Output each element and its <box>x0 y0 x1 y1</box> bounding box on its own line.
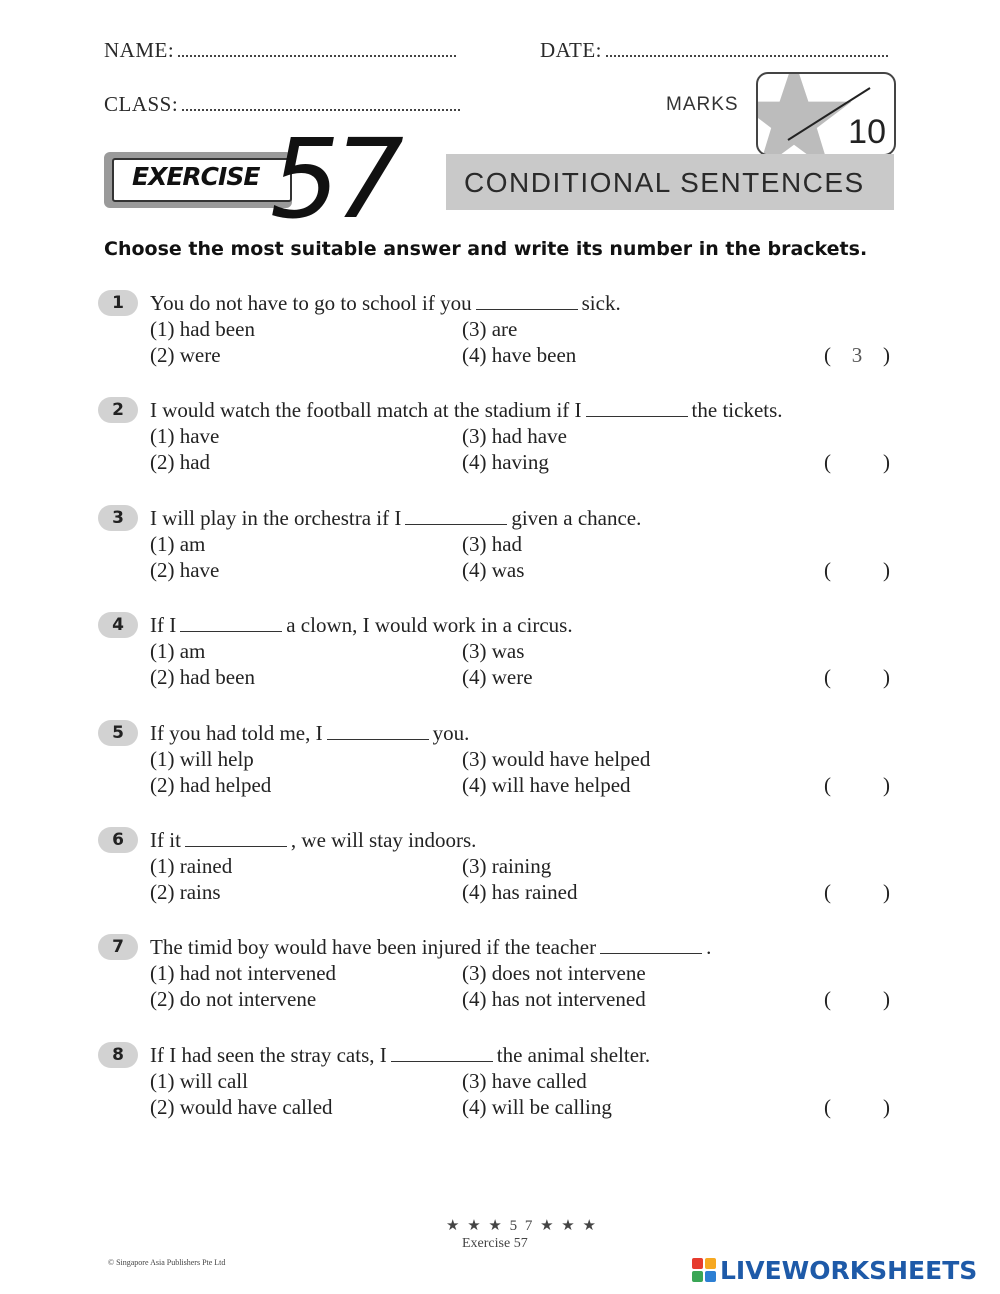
stem-before: I would watch the football match at the stadium if I <box>150 398 582 422</box>
answer-blank <box>185 828 287 847</box>
bracket-close: ) <box>883 343 890 367</box>
option-4: (4) have been <box>462 343 577 367</box>
question-number: 4 <box>98 612 138 638</box>
copyright-notice: © Singapore Asia Publishers Pte Ltd <box>108 1258 226 1267</box>
bracket-close: ) <box>883 450 890 474</box>
question-item <box>98 612 898 702</box>
bracket-close: ) <box>883 558 890 582</box>
marks-label: MARKS <box>666 94 739 115</box>
logo-tile <box>692 1258 703 1269</box>
marks-box <box>756 72 896 156</box>
stem-after: a clown, I would work in a circus. <box>286 613 573 637</box>
logo-grid-icon <box>692 1258 716 1282</box>
stem-after: sick. <box>581 291 621 315</box>
question-stem <box>150 397 783 423</box>
bracket-close: ) <box>883 665 890 689</box>
question-number: 6 <box>98 827 138 853</box>
option-1: (1) will call <box>150 1069 248 1093</box>
answer-blank <box>476 291 578 310</box>
option-1: (1) rained <box>150 854 233 878</box>
option-2: (2) would have called <box>150 1095 333 1119</box>
option-4: (4) having <box>462 450 549 474</box>
option-1: (1) am <box>150 532 206 556</box>
question-item <box>98 1042 898 1132</box>
question-number: 1 <box>98 290 138 316</box>
option-1: (1) had not intervened <box>150 961 337 985</box>
question-stem <box>150 505 641 531</box>
option-3: (3) had <box>462 532 523 556</box>
question-item <box>98 397 898 487</box>
stem-before: I will play in the orchestra if I <box>150 506 402 530</box>
question-number: 2 <box>98 397 138 423</box>
question-number: 3 <box>98 505 138 531</box>
marks-total: 10 <box>848 113 886 151</box>
option-3: (3) are <box>462 317 518 341</box>
exercise-number: 57 <box>270 115 398 243</box>
class-field[interactable] <box>104 92 460 117</box>
option-1: (1) have <box>150 424 220 448</box>
date-label: DATE: <box>540 38 602 62</box>
answer-blank <box>391 1043 493 1062</box>
logo-tile <box>692 1271 703 1282</box>
question-item <box>98 505 898 595</box>
answer-blank <box>327 721 429 740</box>
class-dotted-line[interactable] <box>182 108 460 111</box>
question-number: 5 <box>98 720 138 746</box>
option-4: (4) was <box>462 558 525 582</box>
answer-blank <box>180 613 282 632</box>
footer-stars: ★ ★ ★ 5 7 ★ ★ ★ <box>446 1218 598 1234</box>
option-3: (3) does not intervene <box>462 961 646 985</box>
option-4: (4) will be calling <box>462 1095 612 1119</box>
option-3: (3) was <box>462 639 525 663</box>
answer-blank <box>600 935 702 954</box>
logo-text: LIVEWORKSHEETS <box>720 1255 978 1285</box>
question-stem <box>150 1042 650 1068</box>
option-4: (4) will have helped <box>462 773 631 797</box>
question-stem <box>150 612 573 638</box>
bracket-open: ( <box>824 665 831 689</box>
stem-after: . <box>706 935 712 959</box>
bracket-open: ( <box>824 1095 831 1119</box>
bracket-close: ) <box>883 773 890 797</box>
name-label: NAME: <box>104 38 175 62</box>
logo-tile <box>705 1271 716 1282</box>
name-field[interactable] <box>104 38 456 63</box>
option-3: (3) would have helped <box>462 747 651 771</box>
stem-after: the animal shelter. <box>496 1043 651 1067</box>
question-item <box>98 934 898 1024</box>
stem-after: the tickets. <box>691 398 783 422</box>
question-stem <box>150 290 621 316</box>
exercise-word: EXERCISE <box>132 162 260 191</box>
answer-input[interactable]: 3 <box>851 343 863 367</box>
option-2: (2) do not intervene <box>150 987 317 1011</box>
stem-before: If I <box>150 613 177 637</box>
bracket-open: ( <box>824 450 831 474</box>
stem-before: The timid boy would have been injured if the teacher <box>150 935 597 959</box>
option-2: (2) were <box>150 343 221 367</box>
question-stem <box>150 934 711 960</box>
option-3: (3) have called <box>462 1069 587 1093</box>
option-2: (2) had <box>150 450 211 474</box>
stem-after: you. <box>432 721 470 745</box>
option-3: (3) raining <box>462 854 552 878</box>
bracket-open: ( <box>824 773 831 797</box>
stem-before: If you had told me, I <box>150 721 323 745</box>
option-1: (1) had been <box>150 317 255 341</box>
bracket-close: ) <box>883 880 890 904</box>
question-number: 8 <box>98 1042 138 1068</box>
date-dotted-line[interactable] <box>606 54 888 57</box>
option-3: (3) had have <box>462 424 567 448</box>
answer-blank <box>586 398 688 417</box>
date-field[interactable] <box>540 38 888 63</box>
question-item <box>98 827 898 917</box>
question-stem <box>150 827 476 853</box>
bracket-open: ( <box>824 987 831 1011</box>
stem-before: If it <box>150 828 181 852</box>
stem-after: , we will stay indoors. <box>290 828 477 852</box>
stem-after: given a chance. <box>511 506 642 530</box>
option-1: (1) am <box>150 639 206 663</box>
bracket-close: ) <box>883 1095 890 1119</box>
option-2: (2) had helped <box>150 773 272 797</box>
topic-bar <box>446 154 894 210</box>
bracket-open: ( <box>824 343 831 367</box>
option-2: (2) have <box>150 558 220 582</box>
footer-exercise-label: Exercise 57 <box>462 1236 528 1251</box>
question-stem <box>150 720 469 746</box>
logo-tile <box>705 1258 716 1269</box>
option-4: (4) were <box>462 665 533 689</box>
stem-before: You do not have to go to school if you <box>150 291 472 315</box>
option-2: (2) had been <box>150 665 255 689</box>
bracket-open: ( <box>824 558 831 582</box>
stem-before: If I had seen the stray cats, I <box>150 1043 387 1067</box>
answer-blank <box>405 506 507 525</box>
option-2: (2) rains <box>150 880 221 904</box>
liveworksheets-logo[interactable] <box>692 1256 977 1284</box>
instruction: Choose the most suitable answer and write its number in the brackets. <box>104 238 868 260</box>
exercise-banner-inner <box>112 158 292 202</box>
class-label: CLASS: <box>104 92 179 116</box>
exercise-banner <box>104 152 292 208</box>
question-item <box>98 290 898 380</box>
option-4: (4) has not intervened <box>462 987 646 1011</box>
option-4: (4) has rained <box>462 880 578 904</box>
bracket-close: ) <box>883 987 890 1011</box>
topic-title: CONDITIONAL SENTENCES <box>464 167 865 198</box>
question-item <box>98 720 898 810</box>
bracket-open: ( <box>824 880 831 904</box>
option-1: (1) will help <box>150 747 254 771</box>
name-dotted-line[interactable] <box>178 54 456 57</box>
question-number: 7 <box>98 934 138 960</box>
